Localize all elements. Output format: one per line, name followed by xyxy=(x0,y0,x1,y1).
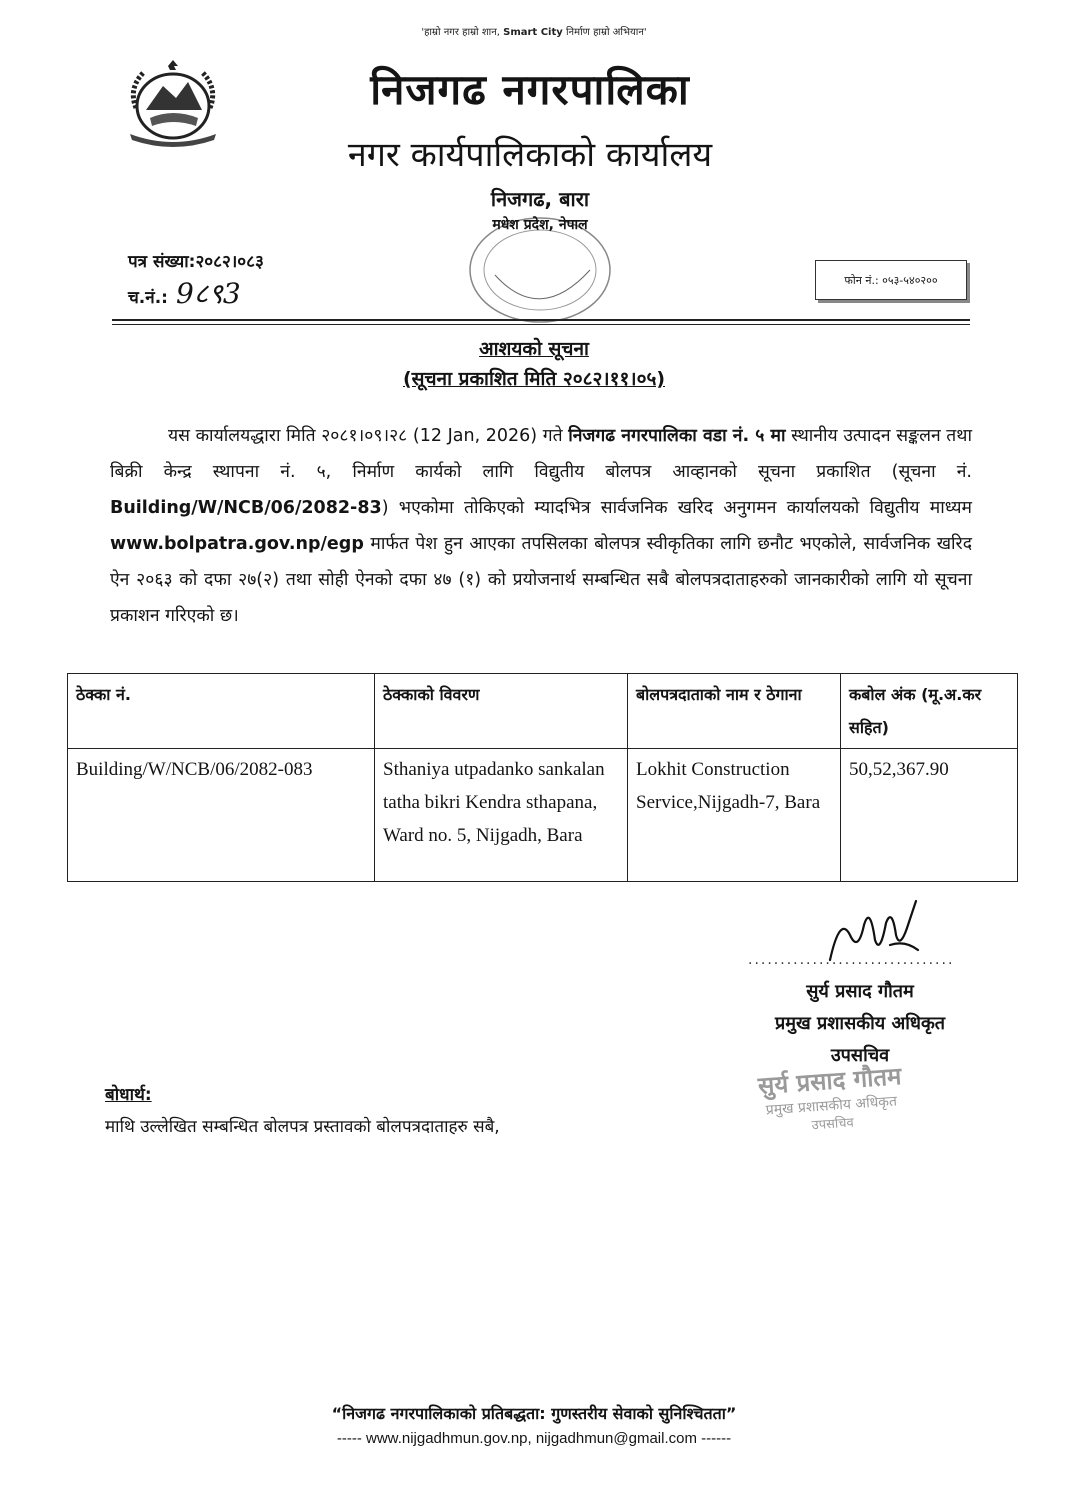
header-divider-thin xyxy=(112,324,970,325)
signatory-block xyxy=(730,976,990,1072)
location-district: निजगढ, बारा xyxy=(490,187,590,211)
notice-subtitle: (सूचना प्रकाशित मिति २०८२।११।०५) xyxy=(402,368,666,390)
office-name: नगर कार्यपालिकाको कार्यालय xyxy=(347,135,713,175)
letter-number xyxy=(128,246,264,278)
reference-block xyxy=(128,246,264,314)
body-notice-number: Building/W/NCB/06/2082-83 xyxy=(110,498,382,518)
header-amount: कबोल अंक (मू.अ.कर सहित) xyxy=(841,674,1018,749)
notice-heading xyxy=(0,334,1068,394)
header-slogan xyxy=(0,24,1068,38)
award-table xyxy=(67,673,1018,882)
office-location xyxy=(440,186,640,238)
cell-contract-no: Building/W/NCB/06/2082-083 xyxy=(68,749,375,882)
dispatch-number-label: च.नं.: xyxy=(128,288,168,308)
footer-contact[interactable]: ----- www.nijgadhmun.gov.np, nijgadhmun@gmail.com ------ xyxy=(336,1430,732,1447)
cc-text: माथि उल्लेखित सम्बन्धित बोलपत्र प्रस्तावको बोलपत्रदाताहरु सबै, xyxy=(105,1117,500,1137)
slogan-suffix: निर्माण हाम्रो अभियान' xyxy=(562,27,647,38)
signatory-seal xyxy=(724,1059,938,1141)
notice-title: आशयको सूचना xyxy=(479,338,589,360)
cell-bidder: Lokhit Construction Service,Nijgadh-7, Bara xyxy=(628,749,841,882)
seal-name: सुर्य प्रसाद गौतम xyxy=(757,1062,903,1101)
body-text-3: ) भएकोमा तोकिएको म्यादभित्र सार्वजनिक खरिद अनुगमन कार्यालयको विद्युतीय माध्यम xyxy=(381,498,972,518)
cell-description: Sthaniya utpadanko sankalan tatha bikri Kendra sthapana, Ward no. 5, Nijgadh, Bara xyxy=(375,749,628,882)
table-row xyxy=(68,749,1018,882)
header-bidder: बोलपत्रदाताको नाम र ठेगाना xyxy=(628,674,841,749)
body-text-1: यस कार्यालयद्धारा मिति २०८१।०९।२८ (12 Jan, 2026) गते xyxy=(168,426,569,446)
phone-box: फोन नं.: ०५३-५४०२०० xyxy=(815,260,967,300)
slogan-bold: Smart City xyxy=(503,27,563,38)
municipality-name: निजगढ नगरपालिका xyxy=(370,65,690,114)
letter-number-value: २०८२।०८३ xyxy=(195,252,264,272)
location-province: मधेश प्रदेश, नेपाल xyxy=(492,217,588,233)
body-ward: निजगढ नगरपालिका वडा नं. ५ मा xyxy=(568,426,786,446)
body-egp-link[interactable]: www.bolpatra.gov.np/egp xyxy=(110,534,364,554)
body-text-4: मार्फत पेश हुन आएका तपसिलका बोलपत्र स्वीकृतिका लागि छनौट भएकोले, सार्वजनिक खरिद ऐन २०६३ को दफा २७(२) तथा सोही ऐनको दफा ४७ (१) को प्रयोजनार्थ सम्बन्धित सबै बोलपत्रदाताहरुको जानकारीको लागि यो सूचना प्रकाशन गरिएको छ। xyxy=(110,534,972,626)
signature-line: ................................ xyxy=(748,952,955,968)
seal-designation: प्रमुख प्रशासकीय अधिकृत xyxy=(765,1093,898,1119)
cc-label: बोधार्थ: xyxy=(105,1085,152,1105)
notice-body xyxy=(110,418,972,634)
seal-rank: उपसचिव xyxy=(811,1115,855,1134)
cell-amount: 50,52,367.90 xyxy=(841,749,1018,882)
header-divider xyxy=(112,319,970,321)
signatory-name: सुर्य प्रसाद गौतम xyxy=(806,981,914,1002)
table-header-row xyxy=(68,674,1018,749)
letter-number-label: पत्र संख्या: xyxy=(128,252,196,272)
dispatch-number-value: 9८९3 xyxy=(175,277,241,310)
header-description: ठेक्काको विवरण xyxy=(375,674,628,749)
slogan-prefix: 'हाम्रो नगर हाम्रो शान, xyxy=(421,27,504,38)
body-text-2: स्थानीय उत्पादन सङ्कलन तथा बिक्री केन्द्र स्थापना नं. ५, निर्माण कार्यको लागि विद्युतीय बोलपत्र आव्हानको सूचना प्रकाशित (सूचना नं. xyxy=(110,426,972,482)
nepal-government-emblem-icon xyxy=(118,58,228,150)
dispatch-number xyxy=(128,278,264,314)
signatory-rank: उपसचिव xyxy=(830,1045,890,1066)
header-contract-no: ठेक्का नं. xyxy=(68,674,375,749)
footer-motto: “निजगढ नगरपालिकाको प्रतिबद्धता: गुणस्तरीय सेवाको सुनिश्चितता” xyxy=(331,1404,737,1423)
signatory-designation: प्रमुख प्रशासकीय अधिकृत xyxy=(774,1013,946,1034)
